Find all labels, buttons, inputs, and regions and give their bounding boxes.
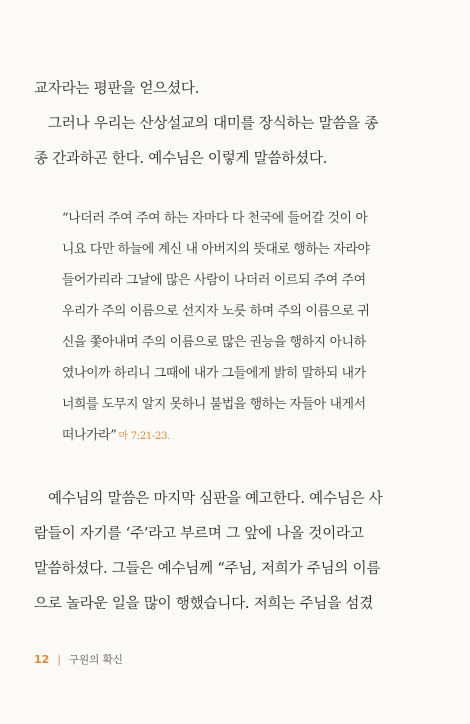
paragraph2-line-4: 으로 놀라운 일을 많이 행했습니다. 저희는 주님을 섬겼 <box>34 596 374 612</box>
quote-line-3: 들어가리라 그날에 많은 사람이 나더러 이르되 주여 주여 <box>62 273 366 288</box>
scripture-reference: 마 7:21-23. <box>118 431 171 442</box>
footer-separator: | <box>57 654 61 666</box>
quote-line-5: 신을 쫓아내며 주의 이름으로 많은 권능을 행하지 아니하 <box>62 335 366 350</box>
page-footer <box>34 652 123 667</box>
quote-line-4: 우리가 주의 이름으로 선지자 노릇 하며 주의 이름으로 귀 <box>62 304 370 319</box>
paragraph1-line-3: 종 간과하곤 한다. 예수님은 이렇게 말씀하셨다. <box>34 151 328 167</box>
paragraph2-line-2: 람들이 자기를 ‘주’라고 부르며 그 앞에 나올 것이라고 <box>34 526 364 542</box>
paragraph2-line-1: 예수님의 말씀은 마지막 심판을 예고한다. 예수님은 사 <box>48 491 383 507</box>
quote-line-1: “나더러 주여 주여 하는 자마다 다 천국에 들어갈 것이 아 <box>62 211 368 226</box>
paragraph1-line-2: 그러나 우리는 산상설교의 대미를 장식하는 말씀을 종 <box>48 116 379 132</box>
quote-last-text: 떠나가라” <box>62 428 117 443</box>
paragraph1-line-1: 교자라는 평판을 얻으셨다. <box>34 81 200 97</box>
quote-line-6: 였나이까 하리니 그때에 내가 그들에게 밝히 말하되 내가 <box>62 366 366 381</box>
quote-line-7: 너희를 도무지 알지 못하니 불법을 행하는 자들아 내게서 <box>62 397 366 412</box>
quote-line-8 <box>62 424 170 443</box>
book-title: 구원의 확신 <box>68 654 123 666</box>
page-number: 12 <box>34 653 50 666</box>
quote-line-2: 니요 다만 하늘에 계신 내 아버지의 뜻대로 행하는 자라야 <box>62 242 370 257</box>
paragraph2-line-3: 말씀하셨다. 그들은 예수님께 “주님, 저희가 주님의 이름 <box>34 561 381 577</box>
